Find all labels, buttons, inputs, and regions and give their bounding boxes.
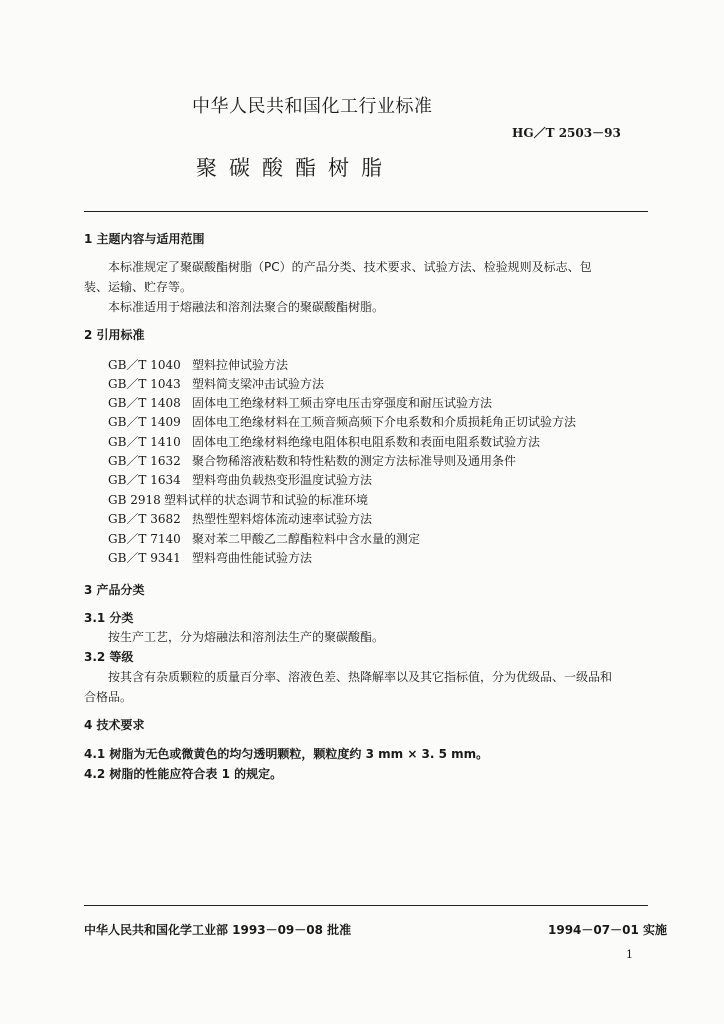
reference-title: 塑料简支梁冲击试验方法	[192, 377, 325, 391]
reference-item	[108, 375, 324, 392]
reference-title: 固体电工绝缘材料绝缘电阻体积电阻系数和表面电阻系数试验方法	[192, 435, 541, 449]
reference-code: GB／T 1043	[108, 377, 181, 391]
reference-code: GB／T 1634	[108, 473, 181, 487]
page-number: 1	[626, 948, 633, 961]
section-3-2-line-2: 合格品。	[84, 690, 133, 704]
reference-title: 塑料拉伸试验方法	[192, 358, 289, 372]
reference-code: GB／T 1632	[108, 454, 181, 468]
reference-title: 聚对苯二甲酸乙二醇酯粒料中含水量的测定	[192, 532, 421, 546]
section-1-para-2: 本标准适用于熔融法和溶剂法聚合的聚碳酸酯树脂。	[108, 300, 385, 314]
effective-date: 1994－07－01 实施	[548, 923, 667, 937]
reference-title: 塑料弯曲负载热变形温度试验方法	[192, 473, 373, 487]
reference-item	[108, 471, 372, 488]
reference-item	[108, 530, 420, 547]
reference-item	[108, 549, 312, 566]
reference-title: 聚合物稀溶液粘数和特性粘数的测定方法标准导则及通用条件	[192, 454, 517, 468]
reference-item	[108, 510, 372, 527]
reference-code: GB／T 1040	[108, 358, 181, 372]
reference-title: 塑料弯曲性能试验方法	[192, 551, 313, 565]
section-3-2-line-1: 按其含有杂质颗粒的质量百分率、溶液色差、热降解率以及其它指标值，分为优级品、一级品和	[108, 670, 613, 684]
reference-title: 固体电工绝缘材料工频击穿电压击穿强度和耐压试验方法	[192, 396, 493, 410]
reference-item	[108, 356, 288, 373]
reference-code: GB／T 1408	[108, 396, 181, 410]
reference-item	[108, 413, 576, 430]
header-divider	[84, 211, 648, 212]
approval-statement: 中华人民共和国化学工业部 1993－09－08 批准	[84, 923, 352, 937]
section-3-1-text: 按生产工艺，分为熔融法和溶剂法生产的聚碳酸酯。	[108, 630, 385, 644]
reference-title: 固体电工绝缘材料在工频音频高频下介电系数和介质损耗角正切试验方法	[192, 415, 577, 429]
issuing-body: 中华人民共和国化工行业标准	[192, 96, 433, 117]
section-4-1-text: 4.1 树脂为无色或微黄色的均匀透明颗粒，颗粒度约 3 mm × 3. 5 mm。	[84, 747, 489, 761]
section-4-heading: 4 技术要求	[84, 718, 145, 732]
reference-title: 塑料试样的状态调节和试验的标准环境	[164, 493, 369, 507]
reference-item	[108, 452, 516, 469]
reference-title: 热塑性塑料熔体流动速率试验方法	[192, 512, 373, 526]
reference-code: GB／T 9341	[108, 551, 181, 565]
reference-code: GB／T 1410	[108, 435, 181, 449]
section-3-2-heading: 3.2 等级	[84, 650, 134, 664]
section-2-heading: 2 引用标准	[84, 328, 145, 342]
reference-item	[108, 491, 368, 508]
section-1-para-1-line-1: 本标准规定了聚碳酸酯树脂（PC）的产品分类、技术要求、试验方法、检验规则及标志、包	[108, 260, 592, 274]
footer-divider	[84, 905, 648, 906]
section-4-2-text: 4.2 树脂的性能应符合表 1 的规定。	[84, 767, 283, 781]
reference-item	[108, 433, 540, 450]
reference-code: GB／T 1409	[108, 415, 181, 429]
section-3-1-heading: 3.1 分类	[84, 611, 134, 625]
reference-item	[108, 394, 492, 411]
standard-code: HG／T 2503－93	[512, 126, 621, 140]
section-1-para-1-line-2: 装、运输、贮存等。	[84, 280, 193, 294]
section-3-heading: 3 产品分类	[84, 583, 145, 597]
reference-code: GB／T 7140	[108, 532, 181, 546]
reference-code: GB／T 3682	[108, 512, 181, 526]
document-title: 聚碳酸酯树脂	[196, 156, 394, 180]
reference-code: GB 2918	[108, 493, 161, 507]
section-1-heading: 1 主题内容与适用范围	[84, 232, 205, 246]
